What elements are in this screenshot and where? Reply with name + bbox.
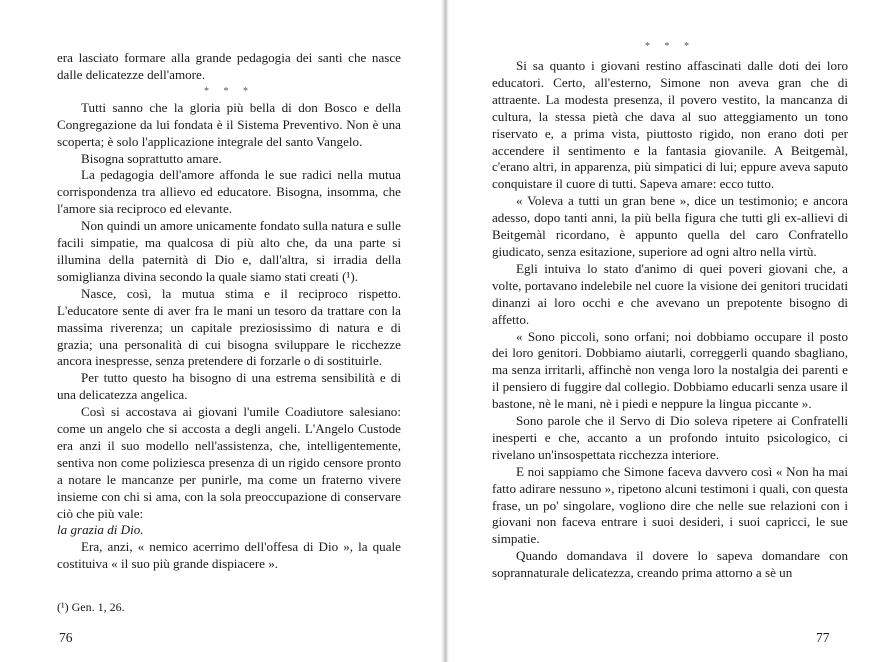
paragraph: Bisogna soprattutto amare. <box>81 150 222 166</box>
paragraph: Sono parole che il Servo di Dio soleva ripetere ai Confratelli inesperti e che, accanto a un profondo intuito psicologico, ci rivelano un'insospettata ricchezza interiore. <box>492 413 848 462</box>
left-text-column <box>57 50 401 573</box>
paragraph: Nasce, così, la mutua stima e il reciproco rispetto. L'educatore sente di aver fra le mani un tesoro da trattare con la massima riverenza; un capitale preziosissimo di natura e di grazia; una personalità di cui bisogna sviluppare le ricchezze ancora inespresse, senza pretendere di forzarle o di sostituirle. <box>57 285 401 369</box>
page-number-left: 76 <box>59 630 73 645</box>
footnote: (¹) Gen. 1, 26. <box>57 600 125 614</box>
paragraph: La pedagogia dell'amore affonda le sue radici nella mutua corrispondenza tra allievo ed educatore. Bisogna, insomma, che l'amore sia reciproco ed elevante. <box>57 167 401 217</box>
paragraph: Si sa quanto i giovani restino affascinati dalle doti dei loro educatori. Certo, all'esterno, Simone non aveva gran che di attraente. La modesta presenza, il povero vestito, la mancanza di cultura, la stessa pietà che dava al suo atteggiamento un tono riservato e, a prima vista, piuttosto rigido, non erano doti per accendere il sentimento e la fantasia giovanile. A Beitgemàl, c'erano altri, in apparenza, più simpatici di lui; eppure aveva saputo conquistare il cuore di tutti. Sapeva amare: ecco tutto. <box>492 58 848 192</box>
paragraph: E noi sappiamo che Simone faceva davvero così « Non ha mai fatto adirare nessuno », ripetono alcuni testimoni i quali, con questa frase, un po' singolare, vogliono dire che nelle sue relazioni con i giovani non faceva entrare i suoi desideri, i suoi capricci, le sue simpatie. <box>492 463 848 547</box>
paragraph: « Sono piccoli, sono orfani; noi dobbiamo occupare il posto dei loro genitori. Dobbiamo aiutarli, correggerli quando sbagliano, ma senza irritarli, affinchè non venga loro la nostalgia dei parenti e il pensiero di fuggire dal collegio. Dobbiamo educarli senza usare il bastone, nè le mani, nè i piedi e neppure la lingua piccante ». <box>492 328 848 412</box>
paragraph: Era, anzi, « nemico acerrimo dell'offesa di Dio », la quale costituiva « il suo più grande dispiacere ». <box>57 539 401 572</box>
left-page <box>0 0 444 662</box>
paragraph: Egli intuiva lo stato d'animo di quei poveri giovani che, a volte, portavano indelebile nel cuore la visione dei genitori trucidati dinanzi ai loro occhi e che avevano un prepotente bisogno di affetto. <box>492 260 848 327</box>
page-number-right: 77 <box>816 630 830 645</box>
paragraph: era lasciato formare alla grande pedagogia dei santi che nasce dalle delicatezze dell'amore. <box>57 50 401 82</box>
paragraph: Quando domandava il dovere lo sapeva domandare con soprannaturale delicatezza, creando prima attorno a sè un <box>492 548 848 581</box>
right-page <box>450 0 896 662</box>
section-separator: * * * <box>645 41 695 52</box>
paragraph: Per tutto questo ha bisogno di una estrema sensibilità e di una delicatezza angelica. <box>57 370 401 403</box>
paragraph: Non quindi un amore unicamente fondato sulla natura e sulle facili simpatie, ma qualcosa di più alto che, da una parte si illumina della paternità di Dio e, dall'altra, si irradia della somiglianza divina secondo la quale siamo stati creati (¹). <box>57 218 401 284</box>
right-text-column <box>492 58 848 582</box>
book-gutter <box>441 0 449 662</box>
paragraph: Così si accostava ai giovani l'umile Coadiutore salesiano: come un angelo che si accosta a degli angeli. L'Angelo Custode era anzi il suo modello nell'assistenza, che, intelligentemente, sentiva non come poliziesca presenza di un rigido censore pronto a notare le mancanze per punirle, ma come un fraterno vivere insieme con chi si ama, con la sola preoccupazione di conservare ciò che più vale: <box>57 404 401 521</box>
italic-phrase: la grazia di Dio. <box>57 522 144 538</box>
section-separator: * * * <box>204 85 254 97</box>
paragraph-italic-line <box>57 522 401 539</box>
paragraph: Tutti sanno che la gloria più bella di don Bosco e della Congregazione da lui fondata è il Sistema Preventivo. Non è una scoperta; è solo l'applicazione integrale del santo Vangelo. <box>57 99 401 149</box>
paragraph: « Voleva a tutti un gran bene », dice un testimonio; e ancora adesso, dopo tanti anni, la più bella figura che tutti gli ex-allievi di Beitgemàl ricordano, è appunto quella del caro Confratello giudicato, senza esitazione, superiore ad ogni altro nella virtù. <box>492 193 848 259</box>
